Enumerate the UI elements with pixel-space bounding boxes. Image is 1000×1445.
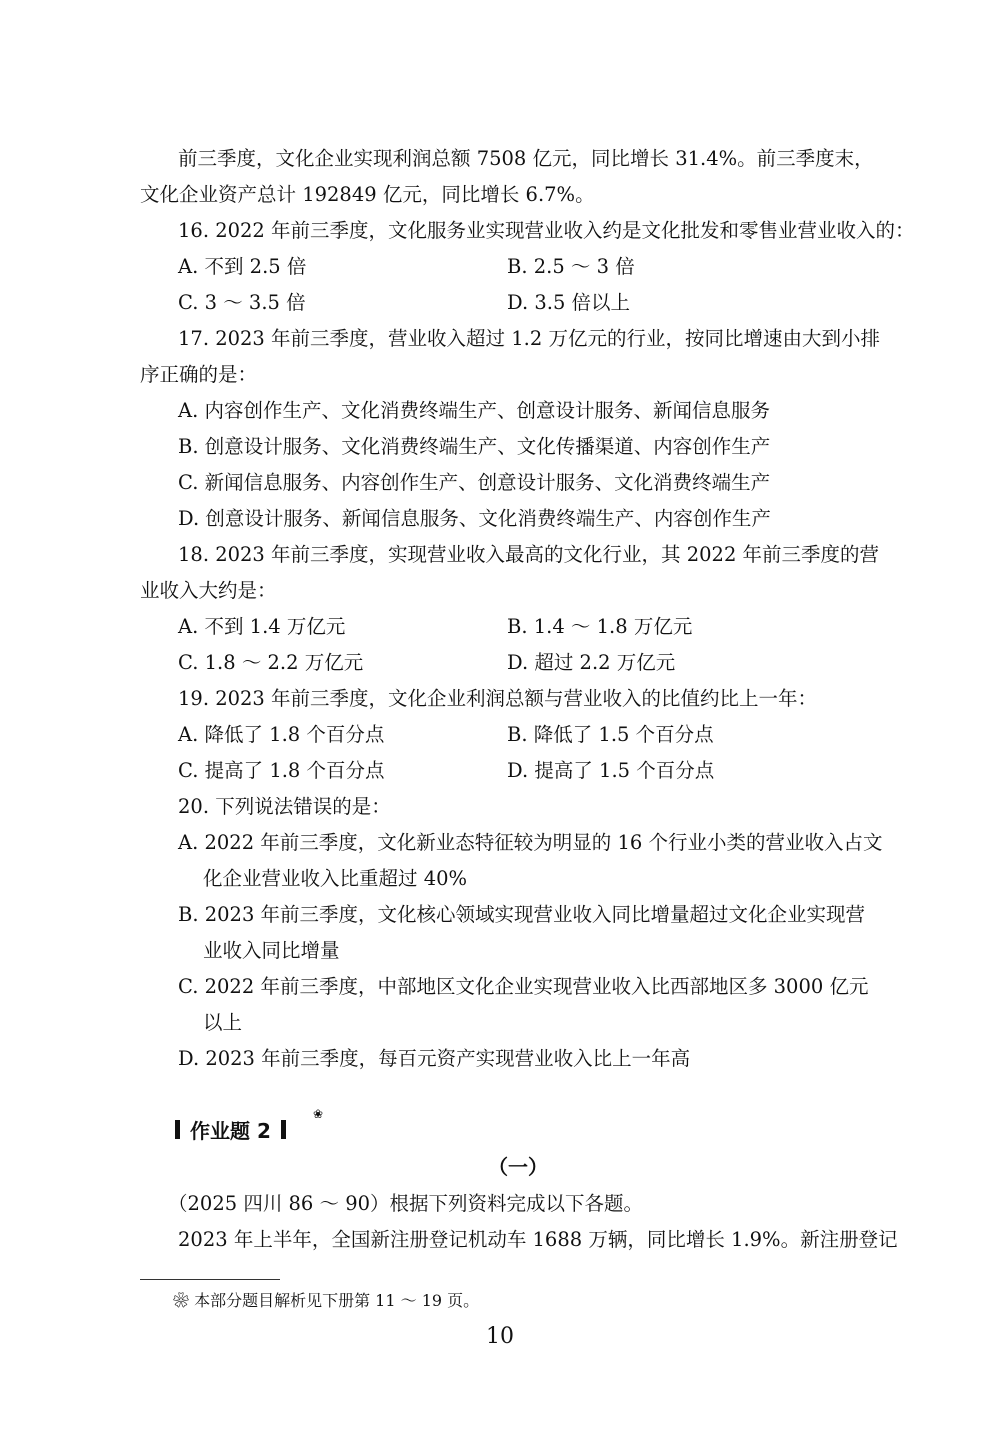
page-number: 10: [486, 1324, 514, 1349]
section-header: [175, 1111, 286, 1147]
option-a: A. 降低了 1.8 个百分点: [178, 723, 385, 746]
option-a: A. 2022 年前三季度，文化新业态特征较为明显的 16 个行业小类的营业收入占文: [178, 831, 883, 854]
option-b: B. 1.4 ～ 1.8 万亿元: [507, 615, 693, 638]
header-bar-left: [175, 1120, 180, 1139]
material-line: 2023 年上半年，全国新注册登记机动车 1688 万辆，同比增长 1.9%。新注册登记: [178, 1228, 898, 1251]
option-c: C. 新闻信息服务、内容创作生产、创意设计服务、文化消费终端生产: [178, 471, 771, 494]
question-stem-cont: 序正确的是：: [140, 363, 258, 386]
question-stem: 16. 2022 年前三季度，文化服务业实现营业收入约是文化批发和零售业营业收入的：: [178, 219, 915, 242]
option-c: C. 提高了 1.8 个百分点: [178, 759, 385, 782]
option-d: D. 2023 年前三季度，每百元资产实现营业收入比上一年高: [178, 1047, 691, 1070]
question-stem: 20. 下列说法错误的是：: [178, 795, 391, 818]
option-b: B. 降低了 1.5 个百分点: [507, 723, 714, 746]
passage-line: 文化企业资产总计 192849 亿元，同比增长 6.7%。: [140, 183, 595, 206]
option-a: A. 内容创作生产、文化消费终端生产、创意设计服务、新闻信息服务: [178, 399, 770, 422]
source-line: （2025 四川 86 ～ 90）根据下列资料完成以下各题。: [168, 1192, 644, 1215]
question-stem-cont: 业收入大约是：: [140, 579, 277, 602]
header-bar-right: [281, 1120, 286, 1139]
option-d: D. 提高了 1.5 个百分点: [507, 759, 715, 782]
question-stem: 18. 2023 年前三季度，实现营业收入最高的文化行业，其 2022 年前三季度的营: [178, 543, 880, 566]
option-a: A. 不到 1.4 万亿元: [178, 615, 346, 638]
option-b: B. 2.5 ～ 3 倍: [507, 255, 635, 278]
option-b: B. 创意设计服务、文化消费终端生产、文化传播渠道、内容创作生产: [178, 435, 771, 458]
question-stem: 17. 2023 年前三季度，营业收入超过 1.2 万亿元的行业，按同比增速由大到小排: [178, 327, 880, 350]
section-title: 作业题 2: [190, 1118, 271, 1143]
question-stem: 19. 2023 年前三季度，文化企业利润总额与营业收入的比值约比上一年：: [178, 687, 818, 710]
option-d: D. 超过 2.2 万亿元: [507, 651, 676, 674]
footnote-divider: [140, 1279, 280, 1280]
option-b-cont: 业收入同比增量: [203, 939, 340, 962]
option-b: B. 2023 年前三季度，文化核心领域实现营业收入同比增量超过文化企业实现营: [178, 903, 866, 926]
flower-mark-icon: ❀: [313, 1107, 324, 1121]
option-d: D. 创意设计服务、新闻信息服务、文化消费终端生产、内容创作生产: [178, 507, 771, 530]
option-d: D. 3.5 倍以上: [507, 291, 631, 314]
option-a-cont: 化企业营业收入比重超过 40%: [203, 867, 468, 890]
option-c: C. 1.8 ～ 2.2 万亿元: [178, 651, 364, 674]
option-c: C. 2022 年前三季度，中部地区文化企业实现营业收入比西部地区多 3000 亿元: [178, 975, 869, 998]
option-c: C. 3 ～ 3.5 倍: [178, 291, 306, 314]
passage-line: 前三季度，文化企业实现利润总额 7508 亿元，同比增长 31.4%。前三季度末，: [178, 147, 874, 170]
section-number: （一）: [488, 1155, 548, 1179]
footnote: ❀ 本部分题目解析见下册第 11 ～ 19 页。: [173, 1291, 480, 1310]
option-a: A. 不到 2.5 倍: [178, 255, 307, 278]
option-c-cont: 以上: [203, 1011, 243, 1034]
